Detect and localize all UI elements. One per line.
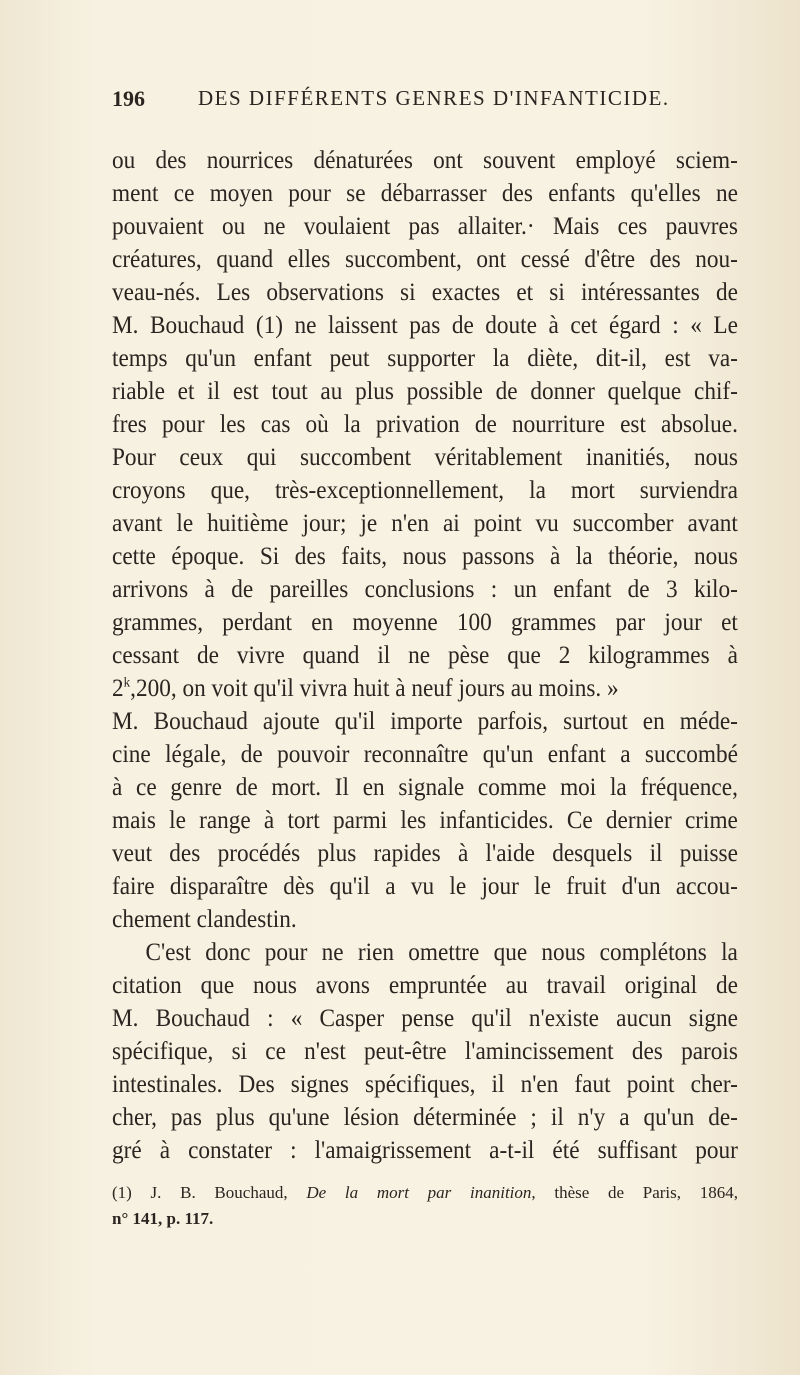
- text-line: cine légale, de pouvoir reconnaître qu'un enfant a succombé: [112, 741, 738, 768]
- text-line: gré à constater : l'amaigrissement a-t-il été suffisant pour: [112, 1137, 738, 1164]
- text-line: Pour ceux qui succombent véritablement inanitiés, nous: [112, 444, 738, 471]
- text-line: C'est donc pour ne rien omettre que nous complétons la: [145, 939, 738, 966]
- footnote-details: , thèse de Paris, 1864,: [531, 1183, 738, 1202]
- body-text: [112, 144, 738, 1167]
- text-line: pouvaient ou ne voulaient pas allaiter.· Mais ces pauvres: [112, 213, 738, 240]
- text-line: cessant de vivre quand il ne pèse que 2 kilogrammes à: [112, 642, 738, 669]
- text-line: grammes, perdant en moyenne 100 grammes par jour et: [112, 609, 738, 636]
- text-line: intestinales. Des signes spécifiques, il n'en faut point cher-: [112, 1071, 738, 1098]
- text-line: veut des procédés plus rapides à l'aide desquels il puisse: [112, 840, 738, 867]
- text-line: temps qu'un enfant peut supporter la diète, dit-il, est va-: [112, 345, 738, 372]
- text-line: M. Bouchaud : « Casper pense qu'il n'existe aucun signe: [112, 1005, 738, 1032]
- text-line: créatures, quand elles succombent, ont cessé d'être des nou-: [112, 246, 738, 273]
- text-line: faire disparaître dès qu'il a vu le jour le fruit d'un accou-: [112, 873, 738, 900]
- footnote-author: (1) J. B. Bouchaud,: [112, 1183, 307, 1202]
- text-line: croyons que, très-exceptionnellement, la mort surviendra: [112, 477, 738, 504]
- text-line: avant le huitième jour; je n'en ai point vu succomber avant: [112, 510, 738, 537]
- page-header: [112, 86, 738, 116]
- text-line: veau-nés. Les observations si exactes et si intéressantes de: [112, 279, 738, 306]
- text-line: mais le range à tort parmi les infanticides. Ce dernier crime: [112, 807, 738, 834]
- text-line: arrivons à de pareilles conclusions : un enfant de 3 kilo-: [112, 576, 738, 603]
- text-line: ment ce moyen pour se débarrasser des enfants qu'elles ne: [112, 180, 738, 207]
- footnote-line: [112, 1180, 738, 1206]
- text-line: M. Bouchaud ajoute qu'il importe parfois, surtout en méde-: [112, 708, 738, 735]
- text-line: cette époque. Si des faits, nous passons à la théorie, nous: [112, 543, 738, 570]
- text-line: M. Bouchaud (1) ne laissent pas de doute à cet égard : « Le: [112, 312, 738, 339]
- text-line: fres pour les cas où la privation de nourriture est absolue.: [112, 411, 738, 438]
- footnote: [112, 1180, 738, 1232]
- text-line: riable et il est tout au plus possible de donner quelque chif-: [112, 378, 738, 405]
- text-line: ou des nourrices dénaturées ont souvent employé sciem-: [112, 147, 738, 174]
- text-line: 2$^k$,200, on voit qu'il vivra huit à neuf jours au moins. »: [112, 675, 619, 702]
- text-line: citation que nous avons empruntée au travail original de: [112, 972, 738, 999]
- footnote-line: n° 141, p. 117.: [112, 1209, 214, 1228]
- running-title: DES DIFFÉRENTS GENRES D'INFANTICIDE.: [198, 86, 670, 110]
- text-line: spécifique, si ce n'est peut-être l'amincissement des parois: [112, 1038, 738, 1065]
- text-line: chement clandestin.: [112, 906, 297, 933]
- page-number: 196: [112, 86, 145, 111]
- footnote-title: De la mort par inanition: [306, 1183, 532, 1202]
- text-line: à ce genre de mort. Il en signale comme moi la fréquence,: [112, 774, 738, 801]
- text-line: cher, pas plus qu'une lésion déterminée ; il n'y a qu'un de-: [112, 1104, 738, 1131]
